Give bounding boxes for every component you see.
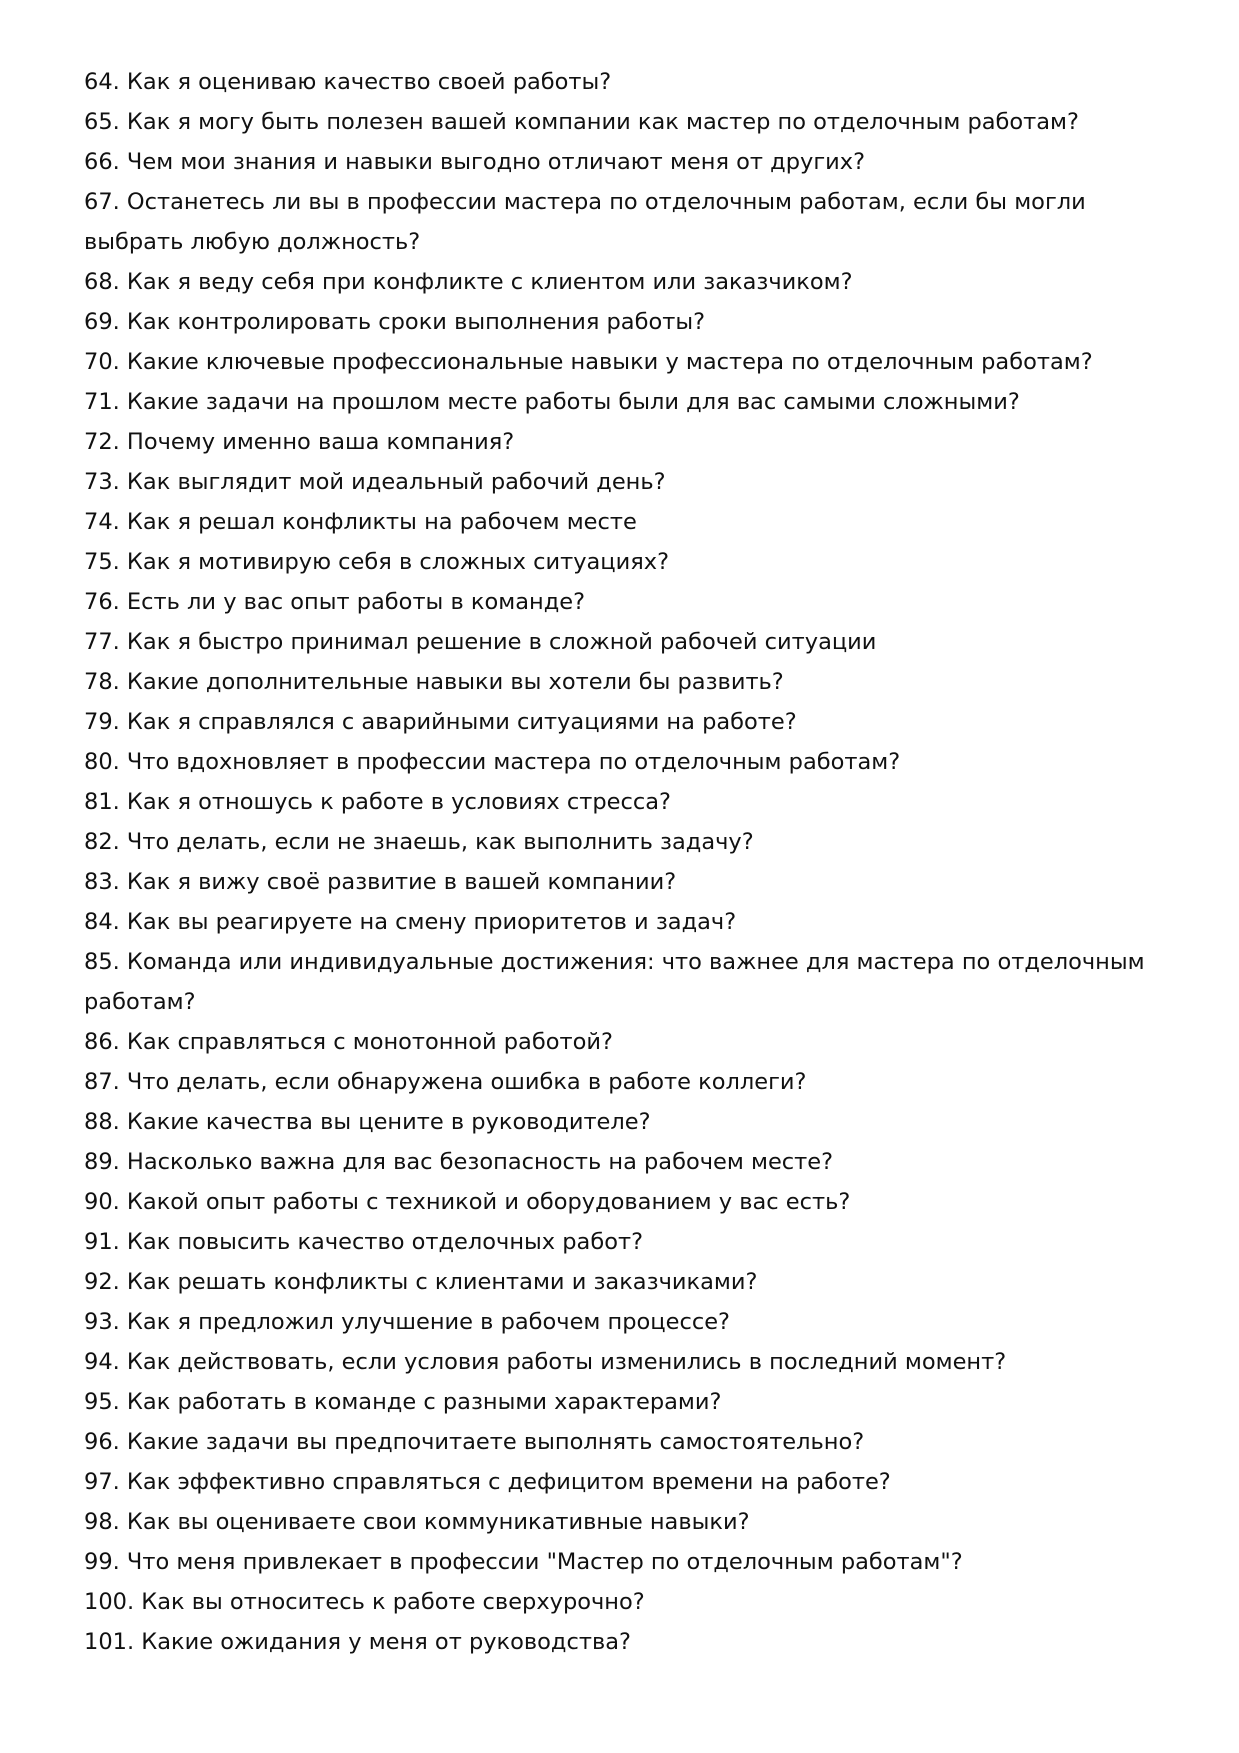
question-72: 72. Почему именно ваша компания?	[84, 429, 515, 455]
question-98: 98. Как вы оцениваете свои коммуникативные навыки?	[84, 1509, 750, 1535]
question-77: 77. Как я быстро принимал решение в сложной рабочей ситуации	[84, 629, 877, 655]
question-74: 74. Как я решал конфликты на рабочем месте	[84, 509, 637, 535]
question-73: 73. Как выглядит мой идеальный рабочий день?	[84, 469, 666, 495]
question-76: 76. Есть ли у вас опыт работы в команде?	[84, 589, 586, 615]
question-71: 71. Какие задачи на прошлом месте работы были для вас самыми сложными?	[84, 389, 1020, 415]
question-79: 79. Как я справлялся с аварийными ситуациями на работе?	[84, 709, 797, 735]
question-96: 96. Какие задачи вы предпочитаете выполнять самостоятельно?	[84, 1429, 865, 1455]
question-88: 88. Какие качества вы цените в руководителе?	[84, 1109, 651, 1135]
question-89: 89. Насколько важна для вас безопасность на рабочем месте?	[84, 1149, 834, 1175]
question-101: 101. Какие ожидания у меня от руководства?	[84, 1629, 631, 1655]
question-67: 67. Останетесь ли вы в профессии мастера по отделочным работам, если бы могли выбрать любую должность?	[84, 189, 1086, 255]
question-65: 65. Как я могу быть полезен вашей компании как мастер по отделочным работам?	[84, 109, 1079, 135]
question-92: 92. Как решать конфликты с клиентами и заказчиками?	[84, 1269, 758, 1295]
question-80: 80. Что вдохновляет в профессии мастера по отделочным работам?	[84, 749, 901, 775]
question-66: 66. Чем мои знания и навыки выгодно отличают меня от других?	[84, 149, 866, 175]
question-83: 83. Как я вижу своё развитие в вашей компании?	[84, 869, 677, 895]
question-81: 81. Как я отношусь к работе в условиях стресса?	[84, 789, 671, 815]
document-page	[84, 62, 1174, 1662]
question-94: 94. Как действовать, если условия работы изменились в последний момент?	[84, 1349, 1007, 1375]
question-91: 91. Как повысить качество отделочных работ?	[84, 1229, 644, 1255]
question-84: 84. Как вы реагируете на смену приоритетов и задач?	[84, 909, 737, 935]
question-97: 97. Как эффективно справляться с дефицитом времени на работе?	[84, 1469, 891, 1495]
question-87: 87. Что делать, если обнаружена ошибка в работе коллеги?	[84, 1069, 807, 1095]
question-75: 75. Как я мотивирую себя в сложных ситуациях?	[84, 549, 670, 575]
question-68: 68. Как я веду себя при конфликте с клиентом или заказчиком?	[84, 269, 853, 295]
question-82: 82. Что делать, если не знаешь, как выполнить задачу?	[84, 829, 754, 855]
question-64: 64. Как я оцениваю качество своей работы?	[84, 69, 612, 95]
question-69: 69. Как контролировать сроки выполнения работы?	[84, 309, 706, 335]
question-90: 90. Какой опыт работы с техникой и оборудованием у вас есть?	[84, 1189, 851, 1215]
question-70: 70. Какие ключевые профессиональные навыки у мастера по отделочным работам?	[84, 349, 1093, 375]
question-86: 86. Как справляться с монотонной работой?	[84, 1029, 613, 1055]
question-93: 93. Как я предложил улучшение в рабочем процессе?	[84, 1309, 730, 1335]
question-78: 78. Какие дополнительные навыки вы хотели бы развить?	[84, 669, 784, 695]
question-100: 100. Как вы относитесь к работе сверхурочно?	[84, 1589, 645, 1615]
question-95: 95. Как работать в команде с разными характерами?	[84, 1389, 722, 1415]
question-99: 99. Что меня привлекает в профессии "Мастер по отделочным работам"?	[84, 1549, 963, 1575]
question-85: 85. Команда или индивидуальные достижения: что важнее для мастера по отделочным работам?	[84, 949, 1145, 1015]
